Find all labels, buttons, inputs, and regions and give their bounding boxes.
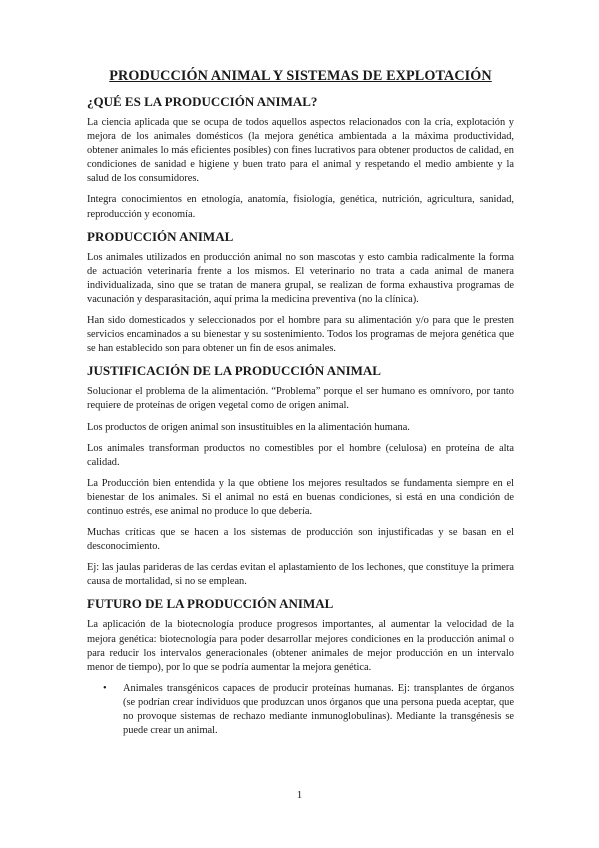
document-title: PRODUCCIÓN ANIMAL Y SISTEMAS DE EXPLOTACIÓN: [109, 68, 492, 84]
section-heading: FUTURO DE LA PRODUCCIÓN ANIMAL: [87, 596, 334, 612]
page-number: 1: [296, 789, 303, 801]
section-justificacion: [87, 363, 514, 589]
paragraph: Los animales utilizados en producción animal no son mascotas y esto cambia radicalmente la forma de actuación veterinaria frente a los mismos. El veterinario no trata a cada animal de manera individualizada, sino que se tratan de manera grupal, se realizan de forma exhaustiva programas de vacunación y desparasitación, aquí prima la medicina preventiva (no la clínica).: [87, 251, 514, 305]
section-heading: JUSTIFICACIÓN DE LA PRODUCCIÓN ANIMAL: [87, 363, 381, 379]
paragraph: Ej: las jaulas parideras de las cerdas evitan el aplastamiento de los lechones, que constituye la primera causa de mortalidad, si no se emplean.: [87, 562, 514, 588]
paragraph: Han sido domesticados y seleccionados por el hombre para su alimentación y/o para que le presten servicios encaminados a su bienestar y su sostenimiento. Todos los programas de mejora genética que se han establecido son para obtener un fin de esos animales.: [87, 315, 514, 355]
paragraph: Los animales transforman productos no comestibles por el hombre (celulosa) en proteína de alta calidad.: [87, 442, 514, 468]
bullet-icon: •: [103, 682, 107, 694]
list-item: [103, 682, 514, 738]
bullet-list: [87, 682, 514, 738]
paragraph: La Producción bien entendida y la que obtiene los mejores resultados se fundamenta siempre en el bienestar de los animales. Si el animal no está en buenas condiciones, si está en una condición de continuo estrés, ese animal no produce lo que debería.: [87, 477, 514, 517]
section-futuro: [87, 596, 514, 738]
paragraph: Muchas críticas que se hacen a los sistemas de producción son injustificadas y se basan en el desconocimiento.: [87, 527, 514, 553]
section-heading: PRODUCCIÓN ANIMAL: [87, 228, 234, 244]
paragraph: La aplicación de la biotecnología produce progresos importantes, al aumentar la velocidad de la mejora genética: biotecnología para poder desarrollar mejores condiciones en la producción animal o para reducir los intervalos generacionales (obtener animales de mejor producción en un intervalo menor de tiempo), por lo que se podría aumentar la mejora genética.: [87, 619, 514, 673]
section-produccion-animal: [87, 229, 514, 357]
paragraph: La ciencia aplicada que se ocupa de todos aquellos aspectos relacionados con la cría, explotación y mejora de los animales domésticos (la mejora genética ambientada a la máxima productividad, obtener animales lo más eficientes posibles) con fines lucrativos para obtener productos de calidad, en condiciones de sanidad e higiene y buen trato para el animal y respetando el medio ambiente y la salud de los consumidores.: [87, 117, 514, 185]
section-que-es: [87, 94, 514, 222]
paragraph: Los productos de origen animal son insustituibles en la alimentación humana.: [87, 421, 410, 433]
section-heading: ¿QUÉ ES LA PRODUCCIÓN ANIMAL?: [87, 94, 318, 109]
page-content: [87, 68, 514, 738]
list-item-text: Animales transgénicos capaces de producir proteínas humanas. Ej: transplantes de órganos (se podrían crear individuos que produzcan unos órganos que una persona pueda aceptar, que no provoque sistemas de rechazo mediante inmunoglobulinas). Mediante la transgénesis se puede crear un animal.: [123, 682, 514, 737]
paragraph: Solucionar el problema de la alimentación. “Problema” porque el ser humano es omnívoro, por tanto requiere de proteínas de origen vegetal como de origen animal.: [87, 386, 514, 412]
paragraph: Integra conocimientos en etnología, anatomía, fisiología, genética, nutrición, agricultura, sanidad, reproducción y economía.: [87, 194, 514, 220]
